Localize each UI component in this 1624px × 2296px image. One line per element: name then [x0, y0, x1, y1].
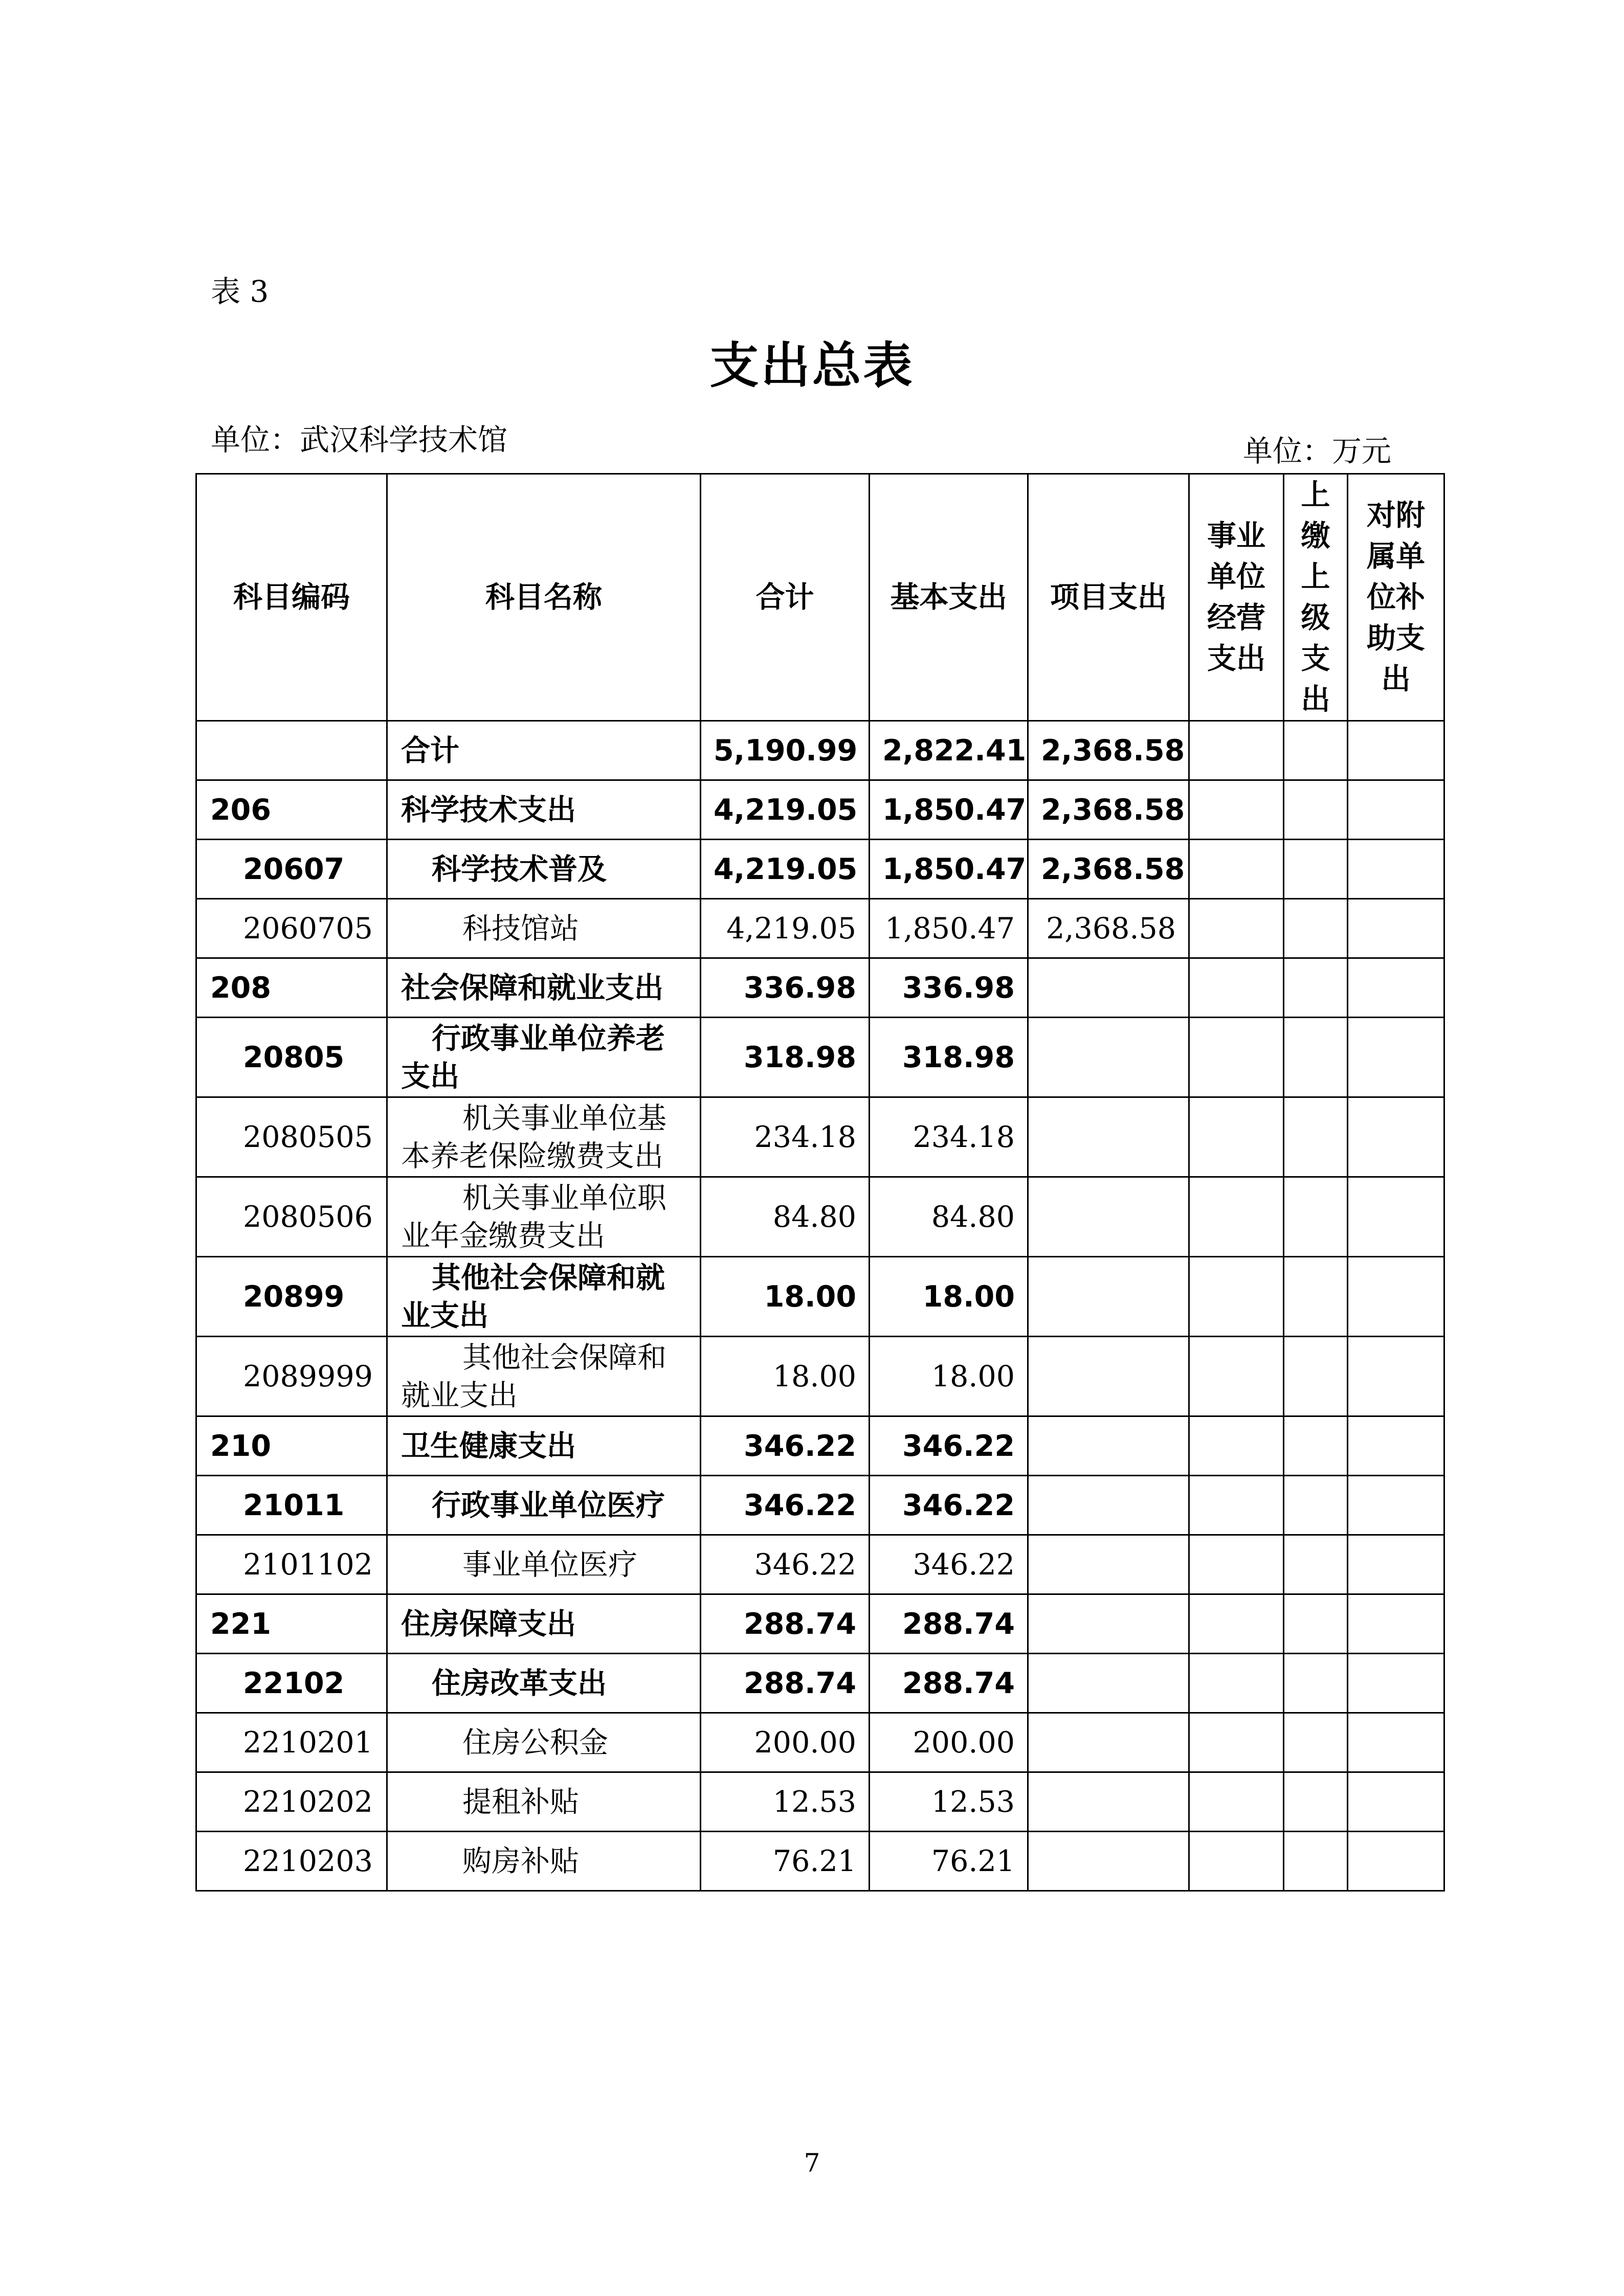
- cell-basic: 200.00: [870, 1713, 1028, 1772]
- cell-basic: 346.22: [870, 1476, 1028, 1535]
- cell-project: [1028, 1177, 1189, 1257]
- cell-superior: [1284, 1337, 1348, 1416]
- cell-business: [1189, 721, 1284, 780]
- expense-table: [195, 473, 1445, 1892]
- cell-subsidy: [1348, 1018, 1444, 1097]
- cell-subsidy: [1348, 1257, 1444, 1337]
- cell-project: 2,368.58: [1028, 899, 1189, 958]
- cell-superior: [1284, 1654, 1348, 1713]
- cell-superior: [1284, 1177, 1348, 1257]
- header-superior-line: 上: [1301, 560, 1330, 594]
- cell-name: 机关事业单位职业年金缴费支出: [387, 1177, 701, 1257]
- header-code: 科目编码: [196, 474, 387, 721]
- cell-basic: 18.00: [870, 1337, 1028, 1416]
- table-label: 表 3: [211, 274, 269, 309]
- cell-total: 346.22: [701, 1476, 870, 1535]
- cell-project: [1028, 1772, 1189, 1832]
- cell-basic: 288.74: [870, 1654, 1028, 1713]
- cell-basic: 76.21: [870, 1832, 1028, 1891]
- header-subsidy-line: 属单: [1367, 539, 1425, 573]
- header-superior-line: 上: [1301, 478, 1330, 512]
- cell-subsidy: [1348, 899, 1444, 958]
- cell-project: 2,368.58: [1028, 721, 1189, 780]
- cell-name: 科学技术普及: [387, 840, 701, 899]
- cell-business: [1189, 1535, 1284, 1594]
- cell-total: 318.98: [701, 1018, 870, 1097]
- cell-basic: 336.98: [870, 958, 1028, 1018]
- table-header-row: [196, 474, 1444, 721]
- cell-superior: [1284, 1594, 1348, 1654]
- cell-superior: [1284, 721, 1348, 780]
- header-superior-line: 缴: [1301, 519, 1330, 553]
- cell-total: 4,219.05: [701, 899, 870, 958]
- header-business-line: 支出: [1207, 642, 1265, 676]
- cell-code: 2060705: [196, 899, 387, 958]
- cell-subsidy: [1348, 1097, 1444, 1177]
- table-row: [196, 1018, 1444, 1097]
- cell-code: 206: [196, 780, 387, 840]
- currency-unit: 单位：万元: [1242, 434, 1391, 468]
- cell-project: [1028, 958, 1189, 1018]
- cell-code: 221: [196, 1594, 387, 1654]
- cell-code: 20607: [196, 840, 387, 899]
- cell-name: 其他社会保障和就业支出: [387, 1257, 701, 1337]
- table-row: [196, 958, 1444, 1018]
- cell-basic: 84.80: [870, 1177, 1028, 1257]
- cell-business: [1189, 899, 1284, 958]
- cell-name: 购房补贴: [387, 1832, 701, 1891]
- cell-name: 提租补贴: [387, 1772, 701, 1832]
- header-name: 科目名称: [387, 474, 701, 721]
- cell-total: 234.18: [701, 1097, 870, 1177]
- cell-subsidy: [1348, 1416, 1444, 1476]
- cell-basic: 12.53: [870, 1772, 1028, 1832]
- cell-project: [1028, 1594, 1189, 1654]
- table-row: [196, 1476, 1444, 1535]
- cell-superior: [1284, 899, 1348, 958]
- cell-subsidy: [1348, 1772, 1444, 1832]
- header-superior-line: 支: [1301, 642, 1330, 676]
- cell-business: [1189, 1097, 1284, 1177]
- organization-unit: 单位：武汉科学技术馆: [211, 422, 508, 457]
- cell-total: 76.21: [701, 1832, 870, 1891]
- cell-total: 288.74: [701, 1594, 870, 1654]
- cell-basic: 318.98: [870, 1018, 1028, 1097]
- table-row: [196, 1097, 1444, 1177]
- cell-total: 346.22: [701, 1416, 870, 1476]
- header-basic: 基本支出: [870, 474, 1028, 721]
- cell-basic: 2,822.41: [870, 721, 1028, 780]
- cell-business: [1189, 1416, 1284, 1476]
- cell-code: 2080505: [196, 1097, 387, 1177]
- header-superior-line: 出: [1301, 683, 1330, 716]
- cell-business: [1189, 1476, 1284, 1535]
- cell-subsidy: [1348, 1713, 1444, 1772]
- header-subsidy: [1348, 474, 1444, 721]
- cell-superior: [1284, 1772, 1348, 1832]
- cell-total: 84.80: [701, 1177, 870, 1257]
- cell-project: [1028, 1097, 1189, 1177]
- table-row: [196, 1772, 1444, 1832]
- cell-project: [1028, 1337, 1189, 1416]
- cell-code: 2210203: [196, 1832, 387, 1891]
- cell-basic: 1,850.47: [870, 899, 1028, 958]
- cell-project: 2,368.58: [1028, 780, 1189, 840]
- cell-basic: 346.22: [870, 1535, 1028, 1594]
- cell-superior: [1284, 1713, 1348, 1772]
- cell-code: 21011: [196, 1476, 387, 1535]
- cell-name: 机关事业单位基本养老保险缴费支出: [387, 1097, 701, 1177]
- cell-name: 行政事业单位养老支出: [387, 1018, 701, 1097]
- header-subsidy-line: 位补: [1367, 580, 1425, 614]
- cell-project: [1028, 1654, 1189, 1713]
- header-subsidy-line: 出: [1381, 662, 1411, 696]
- cell-subsidy: [1348, 1594, 1444, 1654]
- cell-business: [1189, 958, 1284, 1018]
- cell-code: 210: [196, 1416, 387, 1476]
- cell-name: 住房改革支出: [387, 1654, 701, 1713]
- cell-total: 288.74: [701, 1654, 870, 1713]
- cell-project: [1028, 1476, 1189, 1535]
- cell-basic: 1,850.47: [870, 840, 1028, 899]
- header-superior: [1284, 474, 1348, 721]
- cell-subsidy: [1348, 780, 1444, 840]
- table-row: [196, 1654, 1444, 1713]
- cell-name: 科学技术支出: [387, 780, 701, 840]
- cell-superior: [1284, 1097, 1348, 1177]
- header-subsidy-line: 对附: [1367, 499, 1425, 532]
- cell-superior: [1284, 780, 1348, 840]
- cell-name: 社会保障和就业支出: [387, 958, 701, 1018]
- cell-superior: [1284, 1476, 1348, 1535]
- cell-code: 22102: [196, 1654, 387, 1713]
- table-row: [196, 899, 1444, 958]
- table-row: [196, 1713, 1444, 1772]
- table-row: [196, 1594, 1444, 1654]
- header-subsidy-line: 助支: [1367, 621, 1425, 655]
- cell-total: 200.00: [701, 1713, 870, 1772]
- header-project: 项目支出: [1028, 474, 1189, 721]
- cell-total: 5,190.99: [701, 721, 870, 780]
- cell-total: 4,219.05: [701, 780, 870, 840]
- cell-project: [1028, 1416, 1189, 1476]
- cell-subsidy: [1348, 958, 1444, 1018]
- cell-subsidy: [1348, 1832, 1444, 1891]
- cell-business: [1189, 780, 1284, 840]
- cell-subsidy: [1348, 840, 1444, 899]
- cell-project: 2,368.58: [1028, 840, 1189, 899]
- cell-name: 住房保障支出: [387, 1594, 701, 1654]
- cell-project: [1028, 1713, 1189, 1772]
- cell-project: [1028, 1257, 1189, 1337]
- cell-subsidy: [1348, 1535, 1444, 1594]
- cell-name: 事业单位医疗: [387, 1535, 701, 1594]
- cell-superior: [1284, 1018, 1348, 1097]
- cell-total: 4,219.05: [701, 840, 870, 899]
- header-business-line: 单位: [1207, 560, 1265, 594]
- cell-superior: [1284, 1416, 1348, 1476]
- cell-code: 2089999: [196, 1337, 387, 1416]
- cell-superior: [1284, 840, 1348, 899]
- cell-code: 2080506: [196, 1177, 387, 1257]
- cell-code: 20899: [196, 1257, 387, 1337]
- cell-name: 住房公积金: [387, 1713, 701, 1772]
- table-row: [196, 1337, 1444, 1416]
- header-total: 合计: [701, 474, 870, 721]
- cell-superior: [1284, 958, 1348, 1018]
- cell-business: [1189, 1772, 1284, 1832]
- cell-project: [1028, 1018, 1189, 1097]
- cell-code: 20805: [196, 1018, 387, 1097]
- cell-project: [1028, 1832, 1189, 1891]
- cell-total: 336.98: [701, 958, 870, 1018]
- cell-business: [1189, 1177, 1284, 1257]
- cell-name: 卫生健康支出: [387, 1416, 701, 1476]
- cell-total: 18.00: [701, 1337, 870, 1416]
- table-row: [196, 1257, 1444, 1337]
- cell-business: [1189, 1594, 1284, 1654]
- table-row: [196, 1535, 1444, 1594]
- cell-business: [1189, 1713, 1284, 1772]
- cell-basic: 1,850.47: [870, 780, 1028, 840]
- cell-name: 合计: [387, 721, 701, 780]
- cell-code: [196, 721, 387, 780]
- cell-basic: 288.74: [870, 1594, 1028, 1654]
- cell-basic: 234.18: [870, 1097, 1028, 1177]
- cell-business: [1189, 1337, 1284, 1416]
- table-row: [196, 1832, 1444, 1891]
- page-title: 支出总表: [709, 337, 915, 394]
- page-number: 7: [804, 2148, 820, 2178]
- cell-subsidy: [1348, 1476, 1444, 1535]
- header-business: [1189, 474, 1284, 721]
- cell-superior: [1284, 1832, 1348, 1891]
- cell-name: 其他社会保障和就业支出: [387, 1337, 701, 1416]
- cell-business: [1189, 1832, 1284, 1891]
- cell-code: 2101102: [196, 1535, 387, 1594]
- header-business-line: 事业: [1207, 519, 1265, 553]
- cell-subsidy: [1348, 721, 1444, 780]
- cell-total: 12.53: [701, 1772, 870, 1832]
- cell-basic: 18.00: [870, 1257, 1028, 1337]
- header-business-line: 经营: [1207, 601, 1265, 635]
- header-superior-line: 级: [1301, 601, 1330, 635]
- cell-basic: 346.22: [870, 1416, 1028, 1476]
- cell-code: 2210202: [196, 1772, 387, 1832]
- cell-business: [1189, 1654, 1284, 1713]
- cell-subsidy: [1348, 1177, 1444, 1257]
- cell-subsidy: [1348, 1337, 1444, 1416]
- cell-code: 208: [196, 958, 387, 1018]
- cell-project: [1028, 1535, 1189, 1594]
- cell-superior: [1284, 1257, 1348, 1337]
- cell-total: 346.22: [701, 1535, 870, 1594]
- table-row: [196, 1416, 1444, 1476]
- table-row-total: [196, 721, 1444, 780]
- table-row: [196, 1177, 1444, 1257]
- table-row: [196, 780, 1444, 840]
- cell-superior: [1284, 1535, 1348, 1594]
- cell-subsidy: [1348, 1654, 1444, 1713]
- cell-total: 18.00: [701, 1257, 870, 1337]
- cell-business: [1189, 1257, 1284, 1337]
- table-row: [196, 840, 1444, 899]
- cell-name: 行政事业单位医疗: [387, 1476, 701, 1535]
- cell-name: 科技馆站: [387, 899, 701, 958]
- cell-business: [1189, 840, 1284, 899]
- cell-business: [1189, 1018, 1284, 1097]
- cell-code: 2210201: [196, 1713, 387, 1772]
